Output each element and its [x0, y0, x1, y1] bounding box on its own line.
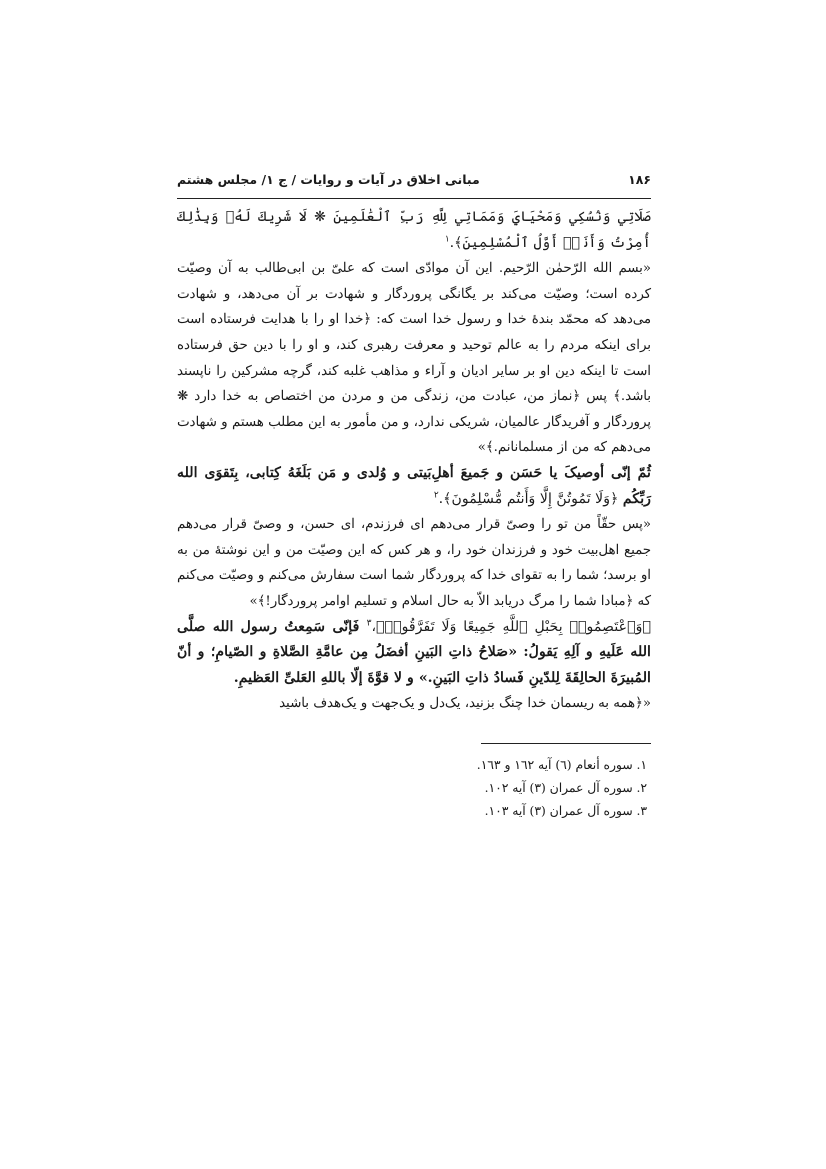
footnote: ۱. سوره أنعام (٦) آیه ١٦٢ و ١٦٣.	[476, 757, 647, 772]
header-rule	[177, 198, 651, 199]
footnote: ۲. سوره آل عمران (٣) آیه ١٠٢.	[484, 780, 647, 795]
translation-paragraph: «بسم الله الرّحمٰن الرّحيم. این آن موادّی است که علیّ بن ابی‌طالب به آن وصیّت کرده است؛ وصیّت می‌کند بر یگانگی پروردگار و شهادت بر آن می‌دهد، و شهادت می‌دهد که محمّد بندهٔ خدا و رسول خدا است که: ﴿خدا او را با هدایت فرستاده است برای اینکه مردم را به عالم توحید و معرفت رهبری کند، و او را با دین حق فرستاده است تا اینکه دین او بر سایر ادیان و آراء و مذاهب غلبه کند، گرچه مشرکین را ناپسند باشد.﴾ پس ﴿نماز من، عبادت من، زندگی من و مردن من اختصاص به خدا دارد ❋ پروردگار و آفریدگار عالمیان، شریکی ندارد، و من مأمور به این مطلب هستم و شهادت می‌دهم که من از مسلمانانم.﴾»	[177, 261, 651, 456]
translation-paragraph: «﴿همه به ریسمان خدا چنگ بزنید، یک‌دل و یک‌جهت و یک‌هدف باشید	[279, 696, 651, 712]
translation-paragraph: «پس حقّاً من تو را وصیّ قرار می‌دهم ای فرزندم، ای حسن، و وصیّ قرار می‌دهم جمیع اهل‌بیت خود و فرزندان خود را، و هر کس که این وصیّت من و این نوشتهٔ من به او برسد؛ شما را به تقوای خدا که پروردگار شما است سفارش می‌کنم و وصیّت می‌کنم که ﴿مبادا شما را مرگ دریابد الاّ به حال اسلام و تسلیم اوامر پروردگار!﴾»	[177, 517, 651, 609]
arabic-paragraph	[177, 615, 651, 692]
footnote: ۳. سوره آل عمران (٣) آیه ١٠٣.	[484, 803, 647, 818]
footnote-ref: ۳	[366, 618, 372, 629]
page-number: ۱۸۶	[628, 172, 651, 187]
running-title: مبانی اخلاق در آیات و روایات / ج ۱/ مجلس هشتم	[177, 172, 480, 187]
page-header	[177, 172, 651, 198]
quran-verse: صَلَاتِي وَنُسُكِي وَمَحْيَايَ وَمَمَاتِي لِلَّهِ رَبِّ ٱلْعَٰلَمِينَ ❋ لَا شَرِيكَ لَهُۥ وَبِذَٰلِكَ أُمِرْتُ وَأَنَا۠ أَوَّلُ ٱلْمُسْلِمِينَ﴾.	[177, 209, 651, 251]
arabic-text: ثُمّ إنّی أوصیکَ یا حَسَن و جَمیعَ أهلِ‌بَیتی و وُلدی و مَن بَلَغَهُ کِتابی، بِتَقوَی الله رَبِّکُم	[177, 464, 651, 507]
verse-paragraph	[177, 205, 651, 256]
quran-verse: ﴿وَٱعْتَصِمُوا۟ بِحَبْلِ ٱللَّهِ جَمِيعًا وَلَا تَفَرَّقُوا۟﴾،	[371, 618, 651, 635]
book-page	[177, 172, 651, 823]
footnote-ref: ۲	[433, 490, 439, 501]
footnotes	[177, 754, 651, 823]
arabic-text: فَإنّی سَمِعتُ رسول الله صلَّی الله عَلَیهِ و آلِهِ یَقولُ: «صَلاحُ ذاتِ البَینِ أفضَلُ مِن عامَّةِ الصَّلاةِ و الصّیامِ؛ و أنّ المُبیرَةَ الحالِقَةَ لِلدّینِ فَسادُ ذاتِ البَینِ.» و لا قوَّةَ إلّا باللهِ العَلیِّ العَظیمِ.	[177, 618, 651, 686]
arabic-paragraph	[177, 461, 651, 512]
footnote-ref: ۱	[444, 234, 450, 245]
quran-verse: ﴿وَلَا تَمُوتُنَّ إِلَّا وَأَنتُم مُّسْلِمُونَ﴾.	[438, 490, 623, 507]
body-text	[177, 205, 651, 717]
footnote-rule	[481, 743, 651, 744]
